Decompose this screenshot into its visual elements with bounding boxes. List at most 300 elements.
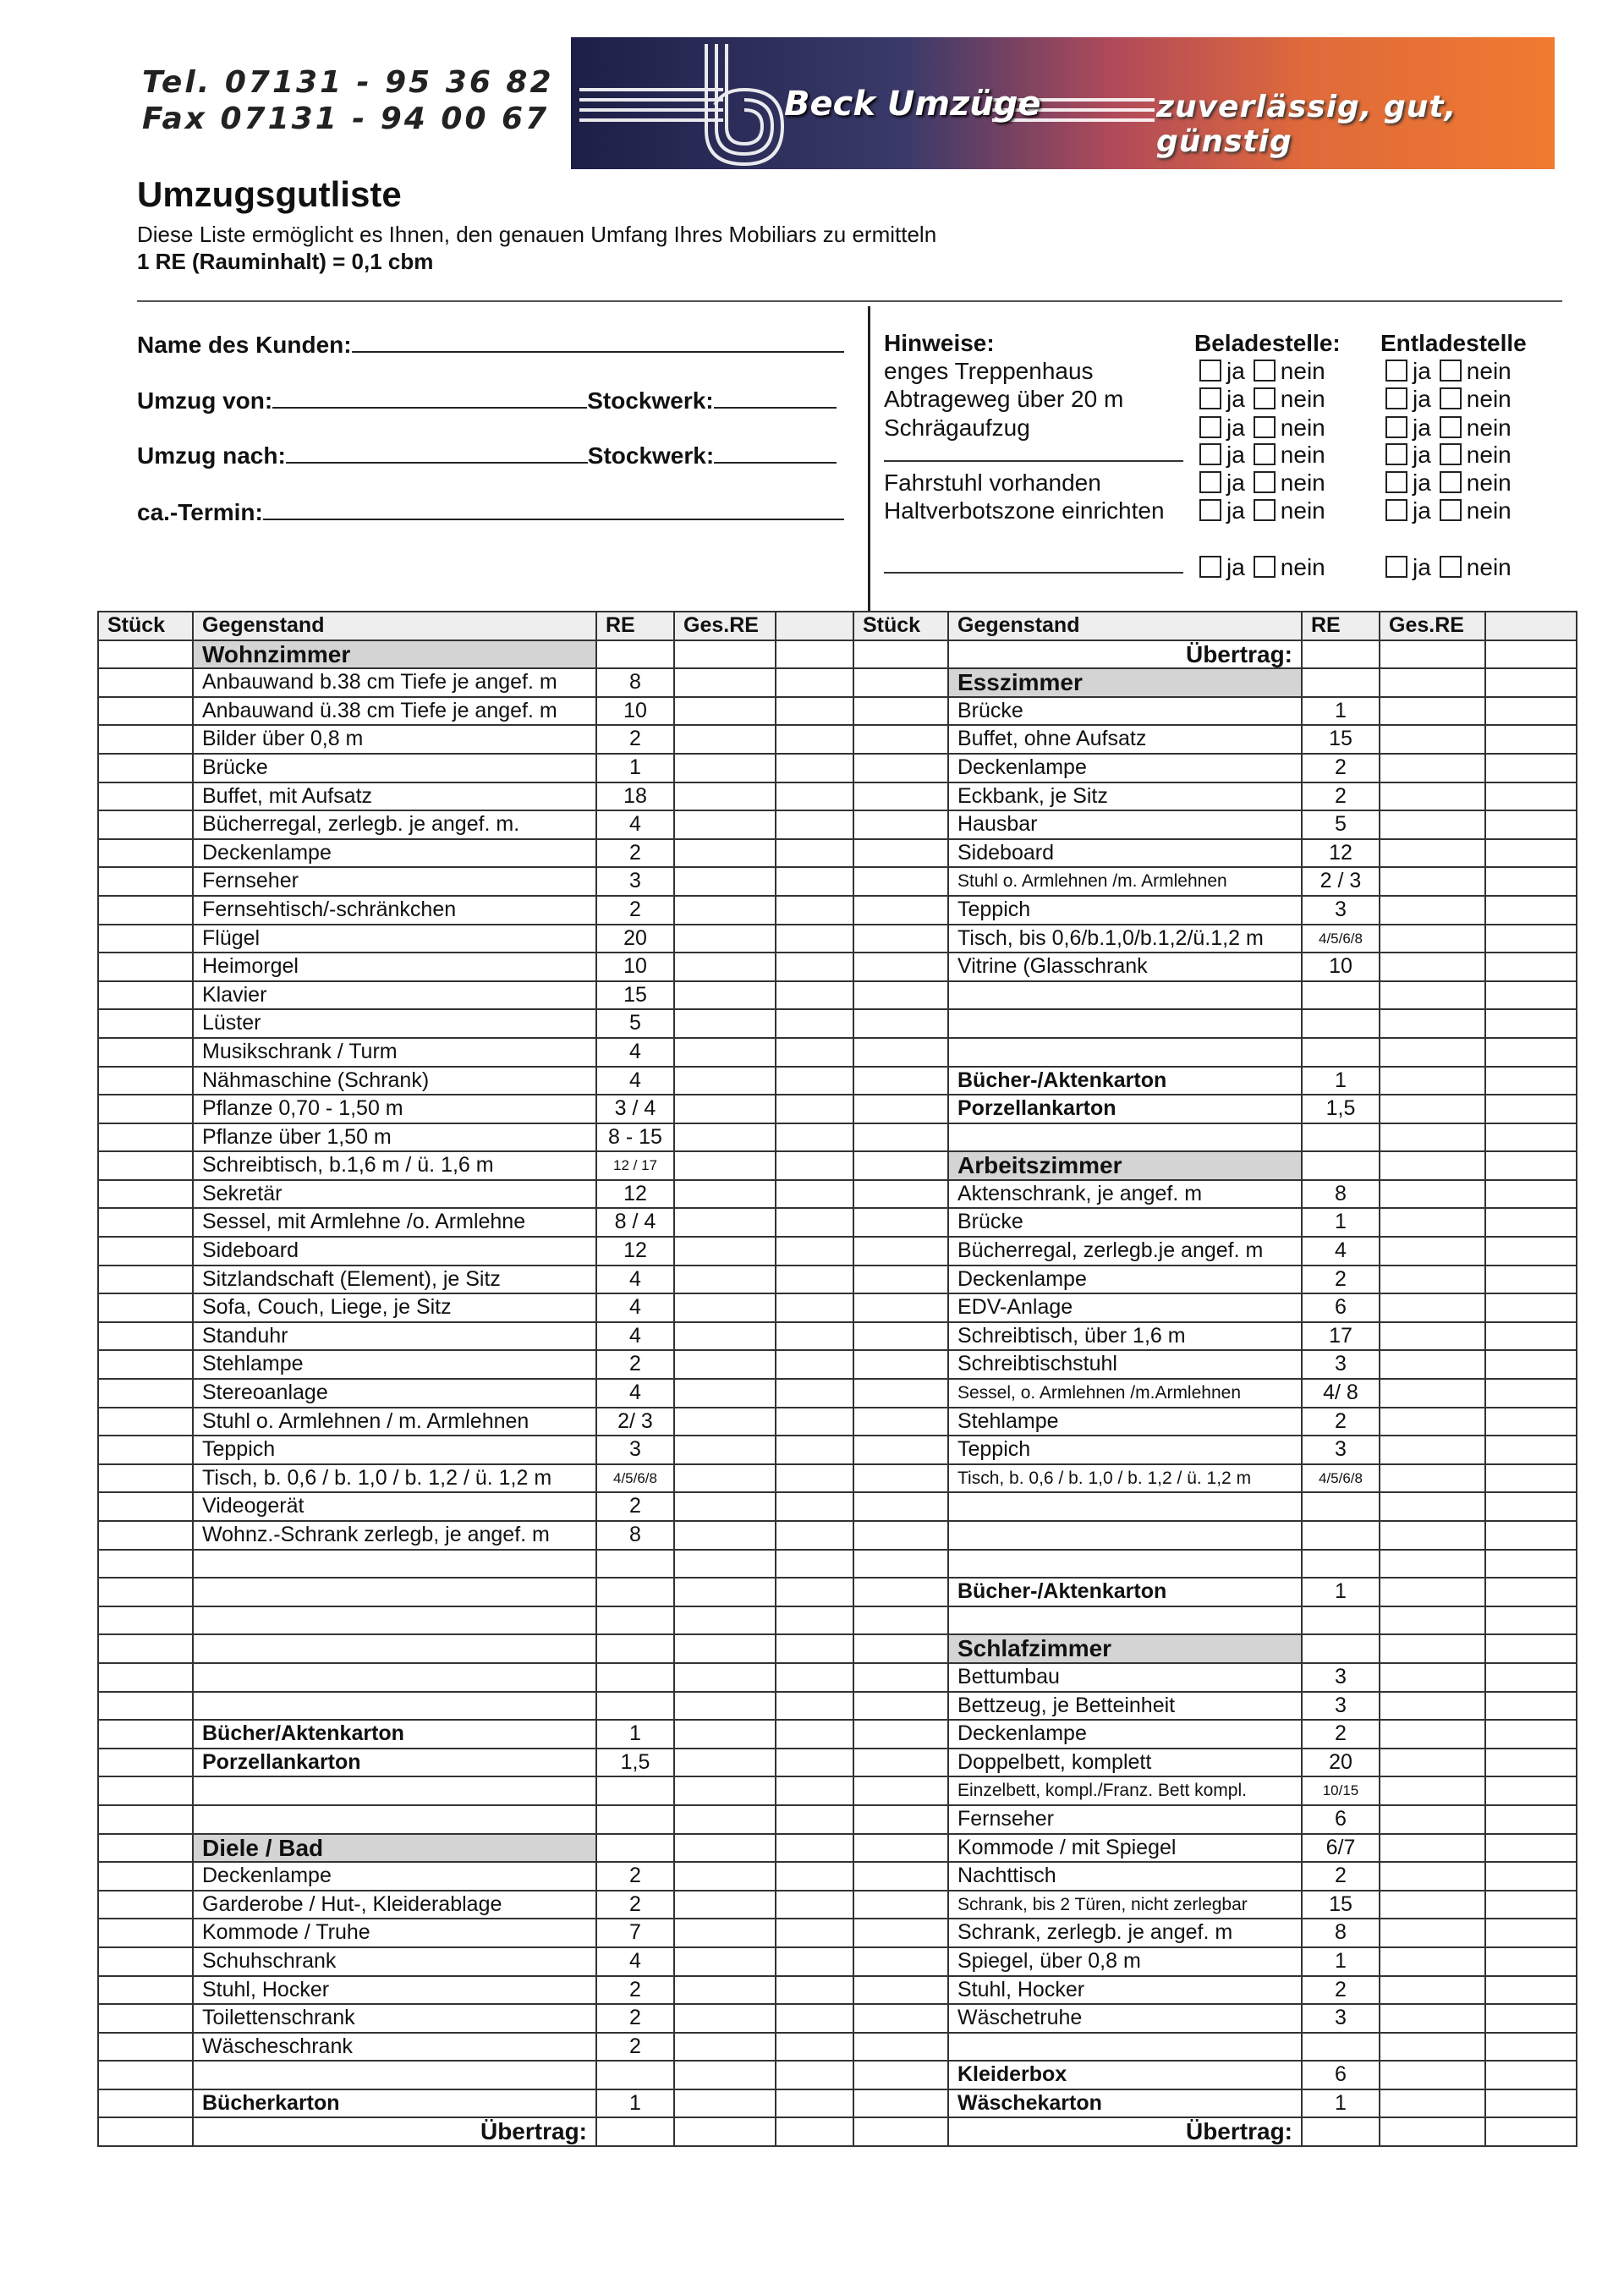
left-qty-cell[interactable] [98, 1038, 193, 1067]
left-total-cell[interactable] [674, 1322, 776, 1351]
right-extra-cell[interactable] [1485, 1379, 1577, 1408]
left-total-cell[interactable] [674, 1578, 776, 1606]
move-to-field[interactable] [137, 440, 837, 469]
right-total-cell[interactable] [1380, 839, 1485, 868]
right-extra-cell[interactable] [1485, 1464, 1577, 1493]
left-qty-cell[interactable] [98, 1379, 193, 1408]
left-qty-cell[interactable] [98, 1237, 193, 1266]
left-qty-cell[interactable] [98, 1720, 193, 1749]
checkbox-yes[interactable] [1199, 471, 1221, 493]
left-qty-cell[interactable] [98, 2033, 193, 2062]
left-extra-cell[interactable] [776, 725, 853, 754]
checkbox-no[interactable] [1254, 499, 1276, 521]
left-extra-cell[interactable] [776, 839, 853, 868]
left-qty-cell[interactable] [98, 640, 193, 669]
floor-from-line[interactable] [714, 385, 837, 409]
left-extra-cell[interactable] [776, 668, 853, 697]
left-extra-cell[interactable] [776, 810, 853, 839]
checkbox-yes[interactable] [1199, 556, 1221, 578]
right-total-cell[interactable] [1380, 754, 1485, 782]
right-total-cell[interactable] [1380, 1634, 1485, 1663]
left-extra-cell[interactable] [776, 867, 853, 896]
right-qty-cell[interactable] [853, 1038, 948, 1067]
left-total-cell[interactable] [674, 1634, 776, 1663]
right-extra-cell[interactable] [1485, 668, 1577, 697]
left-qty-cell[interactable] [98, 668, 193, 697]
right-total-cell[interactable] [1380, 1606, 1485, 1635]
checkbox-no[interactable] [1254, 360, 1276, 382]
right-extra-cell[interactable] [1485, 925, 1577, 953]
left-qty-cell[interactable] [98, 1692, 193, 1721]
left-qty-cell[interactable] [98, 1067, 193, 1095]
left-qty-cell[interactable] [98, 1606, 193, 1635]
checkbox-yes[interactable] [1199, 499, 1221, 521]
left-total-cell[interactable] [674, 1009, 776, 1038]
left-total-cell[interactable] [674, 953, 776, 981]
left-qty-cell[interactable] [98, 1578, 193, 1606]
right-total-cell[interactable] [1380, 1266, 1485, 1294]
right-extra-cell[interactable] [1485, 953, 1577, 981]
right-total-cell[interactable] [1380, 925, 1485, 953]
right-total-cell[interactable] [1380, 810, 1485, 839]
right-total-cell[interactable] [1380, 782, 1485, 811]
floor-to-line[interactable] [714, 440, 837, 464]
left-qty-cell[interactable] [98, 2089, 193, 2118]
checkbox-yes[interactable] [1385, 471, 1407, 493]
left-qty-cell[interactable] [98, 953, 193, 981]
left-total-cell[interactable] [674, 839, 776, 868]
right-qty-cell[interactable] [853, 2004, 948, 2033]
right-extra-cell[interactable] [1485, 1976, 1577, 2005]
right-total-cell[interactable] [1380, 2004, 1485, 2033]
left-extra-cell[interactable] [776, 1776, 853, 1805]
right-extra-cell[interactable] [1485, 1663, 1577, 1692]
right-extra-cell[interactable] [1485, 1947, 1577, 1976]
left-total-cell[interactable] [674, 1151, 776, 1180]
left-extra-cell[interactable] [776, 1180, 853, 1209]
left-qty-cell[interactable] [98, 1776, 193, 1805]
left-qty-cell[interactable] [98, 782, 193, 811]
left-qty-cell[interactable] [98, 725, 193, 754]
left-qty-cell[interactable] [98, 1350, 193, 1379]
right-total-cell[interactable] [1380, 867, 1485, 896]
right-qty-cell[interactable] [853, 810, 948, 839]
right-extra-cell[interactable] [1485, 782, 1577, 811]
right-total-cell[interactable] [1380, 640, 1485, 669]
right-total-cell[interactable] [1380, 1834, 1485, 1863]
right-extra-cell[interactable] [1485, 2033, 1577, 2062]
right-total-cell[interactable] [1380, 896, 1485, 925]
left-qty-cell[interactable] [98, 754, 193, 782]
right-total-cell[interactable] [1380, 2089, 1485, 2118]
right-extra-cell[interactable] [1485, 1266, 1577, 1294]
right-qty-cell[interactable] [853, 1578, 948, 1606]
right-total-cell[interactable] [1380, 1436, 1485, 1464]
right-extra-cell[interactable] [1485, 1151, 1577, 1180]
right-qty-cell[interactable] [853, 782, 948, 811]
right-extra-cell[interactable] [1485, 1692, 1577, 1721]
right-total-cell[interactable] [1380, 1067, 1485, 1095]
left-total-cell[interactable] [674, 810, 776, 839]
left-extra-cell[interactable] [776, 2033, 853, 2062]
left-total-cell[interactable] [674, 1692, 776, 1721]
right-total-cell[interactable] [1380, 1749, 1485, 1777]
right-total-cell[interactable] [1380, 1095, 1485, 1123]
right-extra-cell[interactable] [1485, 640, 1577, 669]
left-total-cell[interactable] [674, 1606, 776, 1635]
left-qty-cell[interactable] [98, 1408, 193, 1436]
left-total-cell[interactable] [674, 1436, 776, 1464]
checkbox-yes[interactable] [1385, 556, 1407, 578]
left-total-cell[interactable] [674, 1408, 776, 1436]
checkbox-no[interactable] [1440, 556, 1462, 578]
right-qty-cell[interactable] [853, 1408, 948, 1436]
left-extra-cell[interactable] [776, 1492, 853, 1521]
move-from-line[interactable] [272, 385, 587, 409]
right-total-cell[interactable] [1380, 1408, 1485, 1436]
right-qty-cell[interactable] [853, 1720, 948, 1749]
left-total-cell[interactable] [674, 867, 776, 896]
right-qty-cell[interactable] [853, 1521, 948, 1550]
left-total-cell[interactable] [674, 1521, 776, 1550]
right-total-cell[interactable] [1380, 697, 1485, 726]
left-total-cell[interactable] [674, 640, 776, 669]
left-extra-cell[interactable] [776, 1436, 853, 1464]
right-qty-cell[interactable] [853, 1009, 948, 1038]
left-extra-cell[interactable] [776, 754, 853, 782]
left-qty-cell[interactable] [98, 981, 193, 1010]
left-total-cell[interactable] [674, 1891, 776, 1919]
right-total-cell[interactable] [1380, 1891, 1485, 1919]
checkbox-yes[interactable] [1385, 360, 1407, 382]
left-qty-cell[interactable] [98, 2061, 193, 2089]
left-extra-cell[interactable] [776, 1976, 853, 2005]
right-total-cell[interactable] [1380, 725, 1485, 754]
right-extra-cell[interactable] [1485, 1436, 1577, 1464]
right-qty-cell[interactable] [853, 981, 948, 1010]
left-qty-cell[interactable] [98, 1862, 193, 1891]
left-total-cell[interactable] [674, 2033, 776, 2062]
right-qty-cell[interactable] [853, 640, 948, 669]
left-total-cell[interactable] [674, 2117, 776, 2146]
customer-name-line[interactable] [352, 329, 844, 353]
checkbox-yes[interactable] [1385, 499, 1407, 521]
left-extra-cell[interactable] [776, 925, 853, 953]
left-extra-cell[interactable] [776, 1038, 853, 1067]
left-extra-cell[interactable] [776, 1834, 853, 1863]
left-extra-cell[interactable] [776, 1151, 853, 1180]
right-qty-cell[interactable] [853, 725, 948, 754]
left-extra-cell[interactable] [776, 697, 853, 726]
left-total-cell[interactable] [674, 697, 776, 726]
right-extra-cell[interactable] [1485, 1578, 1577, 1606]
left-total-cell[interactable] [674, 1067, 776, 1095]
right-total-cell[interactable] [1380, 2061, 1485, 2089]
right-qty-cell[interactable] [853, 1862, 948, 1891]
right-qty-cell[interactable] [853, 1293, 948, 1322]
right-extra-cell[interactable] [1485, 1919, 1577, 1947]
checkbox-yes[interactable] [1385, 416, 1407, 438]
right-total-cell[interactable] [1380, 1009, 1485, 1038]
right-qty-cell[interactable] [853, 896, 948, 925]
checkbox-no[interactable] [1440, 387, 1462, 409]
right-qty-cell[interactable] [853, 1322, 948, 1351]
right-extra-cell[interactable] [1485, 1123, 1577, 1152]
right-extra-cell[interactable] [1485, 896, 1577, 925]
left-qty-cell[interactable] [98, 867, 193, 896]
right-qty-cell[interactable] [853, 1919, 948, 1947]
left-extra-cell[interactable] [776, 1322, 853, 1351]
right-extra-cell[interactable] [1485, 1237, 1577, 1266]
left-extra-cell[interactable] [776, 1947, 853, 1976]
left-extra-cell[interactable] [776, 1805, 853, 1834]
right-extra-cell[interactable] [1485, 2004, 1577, 2033]
left-qty-cell[interactable] [98, 1322, 193, 1351]
left-extra-cell[interactable] [776, 2004, 853, 2033]
right-qty-cell[interactable] [853, 1606, 948, 1635]
right-extra-cell[interactable] [1485, 1749, 1577, 1777]
left-qty-cell[interactable] [98, 810, 193, 839]
checkbox-no[interactable] [1254, 387, 1276, 409]
left-total-cell[interactable] [674, 1805, 776, 1834]
left-total-cell[interactable] [674, 1550, 776, 1578]
right-total-cell[interactable] [1380, 1038, 1485, 1067]
left-qty-cell[interactable] [98, 1749, 193, 1777]
right-extra-cell[interactable] [1485, 1350, 1577, 1379]
right-qty-cell[interactable] [853, 1151, 948, 1180]
right-extra-cell[interactable] [1485, 1891, 1577, 1919]
left-qty-cell[interactable] [98, 697, 193, 726]
right-total-cell[interactable] [1380, 1976, 1485, 2005]
left-qty-cell[interactable] [98, 1151, 193, 1180]
left-extra-cell[interactable] [776, 1350, 853, 1379]
right-extra-cell[interactable] [1485, 2089, 1577, 2118]
left-qty-cell[interactable] [98, 925, 193, 953]
left-extra-cell[interactable] [776, 981, 853, 1010]
right-qty-cell[interactable] [853, 1379, 948, 1408]
left-qty-cell[interactable] [98, 2117, 193, 2146]
right-qty-cell[interactable] [853, 925, 948, 953]
right-total-cell[interactable] [1380, 1862, 1485, 1891]
left-extra-cell[interactable] [776, 1293, 853, 1322]
left-qty-cell[interactable] [98, 1834, 193, 1863]
left-extra-cell[interactable] [776, 1919, 853, 1947]
right-extra-cell[interactable] [1485, 1834, 1577, 1863]
right-extra-cell[interactable] [1485, 1492, 1577, 1521]
left-qty-cell[interactable] [98, 1208, 193, 1237]
checkbox-no[interactable] [1254, 416, 1276, 438]
right-qty-cell[interactable] [853, 1634, 948, 1663]
right-total-cell[interactable] [1380, 1663, 1485, 1692]
left-total-cell[interactable] [674, 981, 776, 1010]
left-qty-cell[interactable] [98, 1663, 193, 1692]
checkbox-yes[interactable] [1199, 416, 1221, 438]
left-qty-cell[interactable] [98, 1095, 193, 1123]
left-qty-cell[interactable] [98, 1891, 193, 1919]
right-qty-cell[interactable] [853, 2117, 948, 2146]
right-qty-cell[interactable] [853, 1891, 948, 1919]
left-total-cell[interactable] [674, 1237, 776, 1266]
left-total-cell[interactable] [674, 754, 776, 782]
left-total-cell[interactable] [674, 2061, 776, 2089]
right-extra-cell[interactable] [1485, 1521, 1577, 1550]
right-qty-cell[interactable] [853, 1180, 948, 1209]
left-total-cell[interactable] [674, 1293, 776, 1322]
checkbox-no[interactable] [1254, 471, 1276, 493]
right-qty-cell[interactable] [853, 1805, 948, 1834]
right-extra-cell[interactable] [1485, 1208, 1577, 1237]
right-extra-cell[interactable] [1485, 725, 1577, 754]
checkbox-yes[interactable] [1199, 387, 1221, 409]
left-qty-cell[interactable] [98, 1266, 193, 1294]
left-extra-cell[interactable] [776, 1891, 853, 1919]
left-extra-cell[interactable] [776, 1862, 853, 1891]
left-qty-cell[interactable] [98, 839, 193, 868]
left-extra-cell[interactable] [776, 1095, 853, 1123]
hint-custom-line-2[interactable] [884, 572, 1183, 574]
right-extra-cell[interactable] [1485, 1293, 1577, 1322]
right-extra-cell[interactable] [1485, 1009, 1577, 1038]
right-qty-cell[interactable] [853, 668, 948, 697]
left-total-cell[interactable] [674, 725, 776, 754]
right-qty-cell[interactable] [853, 1692, 948, 1721]
right-total-cell[interactable] [1380, 2117, 1485, 2146]
right-total-cell[interactable] [1380, 1464, 1485, 1493]
right-qty-cell[interactable] [853, 2089, 948, 2118]
right-qty-cell[interactable] [853, 1976, 948, 2005]
left-total-cell[interactable] [674, 1464, 776, 1493]
right-total-cell[interactable] [1380, 1919, 1485, 1947]
customer-name-field[interactable] [137, 329, 844, 359]
right-extra-cell[interactable] [1485, 1067, 1577, 1095]
left-extra-cell[interactable] [776, 896, 853, 925]
left-qty-cell[interactable] [98, 1293, 193, 1322]
right-qty-cell[interactable] [853, 697, 948, 726]
left-total-cell[interactable] [674, 1976, 776, 2005]
left-extra-cell[interactable] [776, 1749, 853, 1777]
right-total-cell[interactable] [1380, 1208, 1485, 1237]
right-extra-cell[interactable] [1485, 1180, 1577, 1209]
right-qty-cell[interactable] [853, 1208, 948, 1237]
right-qty-cell[interactable] [853, 1350, 948, 1379]
right-total-cell[interactable] [1380, 1776, 1485, 1805]
checkbox-no[interactable] [1440, 499, 1462, 521]
right-total-cell[interactable] [1380, 1578, 1485, 1606]
right-extra-cell[interactable] [1485, 2117, 1577, 2146]
left-total-cell[interactable] [674, 1038, 776, 1067]
checkbox-yes[interactable] [1199, 443, 1221, 465]
move-from-field[interactable] [137, 385, 837, 415]
left-total-cell[interactable] [674, 1749, 776, 1777]
left-extra-cell[interactable] [776, 953, 853, 981]
left-extra-cell[interactable] [776, 1720, 853, 1749]
right-extra-cell[interactable] [1485, 810, 1577, 839]
left-total-cell[interactable] [674, 2089, 776, 2118]
left-qty-cell[interactable] [98, 1805, 193, 1834]
left-qty-cell[interactable] [98, 1521, 193, 1550]
left-extra-cell[interactable] [776, 1009, 853, 1038]
left-qty-cell[interactable] [98, 1947, 193, 1976]
left-qty-cell[interactable] [98, 1436, 193, 1464]
right-total-cell[interactable] [1380, 1350, 1485, 1379]
right-qty-cell[interactable] [853, 1123, 948, 1152]
left-total-cell[interactable] [674, 925, 776, 953]
right-qty-cell[interactable] [853, 867, 948, 896]
left-total-cell[interactable] [674, 668, 776, 697]
left-total-cell[interactable] [674, 1947, 776, 1976]
hint-custom-line-1[interactable] [884, 460, 1183, 462]
right-total-cell[interactable] [1380, 1720, 1485, 1749]
right-total-cell[interactable] [1380, 1151, 1485, 1180]
checkbox-no[interactable] [1440, 416, 1462, 438]
right-total-cell[interactable] [1380, 1521, 1485, 1550]
checkbox-yes[interactable] [1199, 360, 1221, 382]
right-extra-cell[interactable] [1485, 1550, 1577, 1578]
right-extra-cell[interactable] [1485, 1805, 1577, 1834]
move-to-line[interactable] [286, 440, 588, 464]
right-qty-cell[interactable] [853, 1834, 948, 1863]
right-qty-cell[interactable] [853, 1947, 948, 1976]
left-qty-cell[interactable] [98, 1009, 193, 1038]
right-extra-cell[interactable] [1485, 1408, 1577, 1436]
right-total-cell[interactable] [1380, 2033, 1485, 2062]
right-total-cell[interactable] [1380, 953, 1485, 981]
right-qty-cell[interactable] [853, 1749, 948, 1777]
right-total-cell[interactable] [1380, 1293, 1485, 1322]
right-extra-cell[interactable] [1485, 2061, 1577, 2089]
left-total-cell[interactable] [674, 1834, 776, 1863]
left-extra-cell[interactable] [776, 1663, 853, 1692]
right-total-cell[interactable] [1380, 1379, 1485, 1408]
left-extra-cell[interactable] [776, 1237, 853, 1266]
right-qty-cell[interactable] [853, 1492, 948, 1521]
left-extra-cell[interactable] [776, 2061, 853, 2089]
left-extra-cell[interactable] [776, 1408, 853, 1436]
left-extra-cell[interactable] [776, 1208, 853, 1237]
right-qty-cell[interactable] [853, 1663, 948, 1692]
right-total-cell[interactable] [1380, 1180, 1485, 1209]
left-total-cell[interactable] [674, 1862, 776, 1891]
checkbox-no[interactable] [1440, 360, 1462, 382]
checkbox-no[interactable] [1254, 556, 1276, 578]
left-extra-cell[interactable] [776, 1578, 853, 1606]
right-extra-cell[interactable] [1485, 697, 1577, 726]
right-extra-cell[interactable] [1485, 981, 1577, 1010]
checkbox-no[interactable] [1440, 471, 1462, 493]
left-total-cell[interactable] [674, 2004, 776, 2033]
left-total-cell[interactable] [674, 1720, 776, 1749]
right-qty-cell[interactable] [853, 1095, 948, 1123]
right-total-cell[interactable] [1380, 1237, 1485, 1266]
right-qty-cell[interactable] [853, 1464, 948, 1493]
right-qty-cell[interactable] [853, 953, 948, 981]
left-extra-cell[interactable] [776, 640, 853, 669]
left-extra-cell[interactable] [776, 1123, 853, 1152]
right-total-cell[interactable] [1380, 1947, 1485, 1976]
left-total-cell[interactable] [674, 896, 776, 925]
left-extra-cell[interactable] [776, 1464, 853, 1493]
right-total-cell[interactable] [1380, 1805, 1485, 1834]
left-total-cell[interactable] [674, 1663, 776, 1692]
right-extra-cell[interactable] [1485, 754, 1577, 782]
right-qty-cell[interactable] [853, 1067, 948, 1095]
right-total-cell[interactable] [1380, 1322, 1485, 1351]
date-field[interactable] [137, 497, 844, 526]
right-qty-cell[interactable] [853, 1237, 948, 1266]
checkbox-no[interactable] [1440, 443, 1462, 465]
right-total-cell[interactable] [1380, 1492, 1485, 1521]
right-qty-cell[interactable] [853, 1776, 948, 1805]
